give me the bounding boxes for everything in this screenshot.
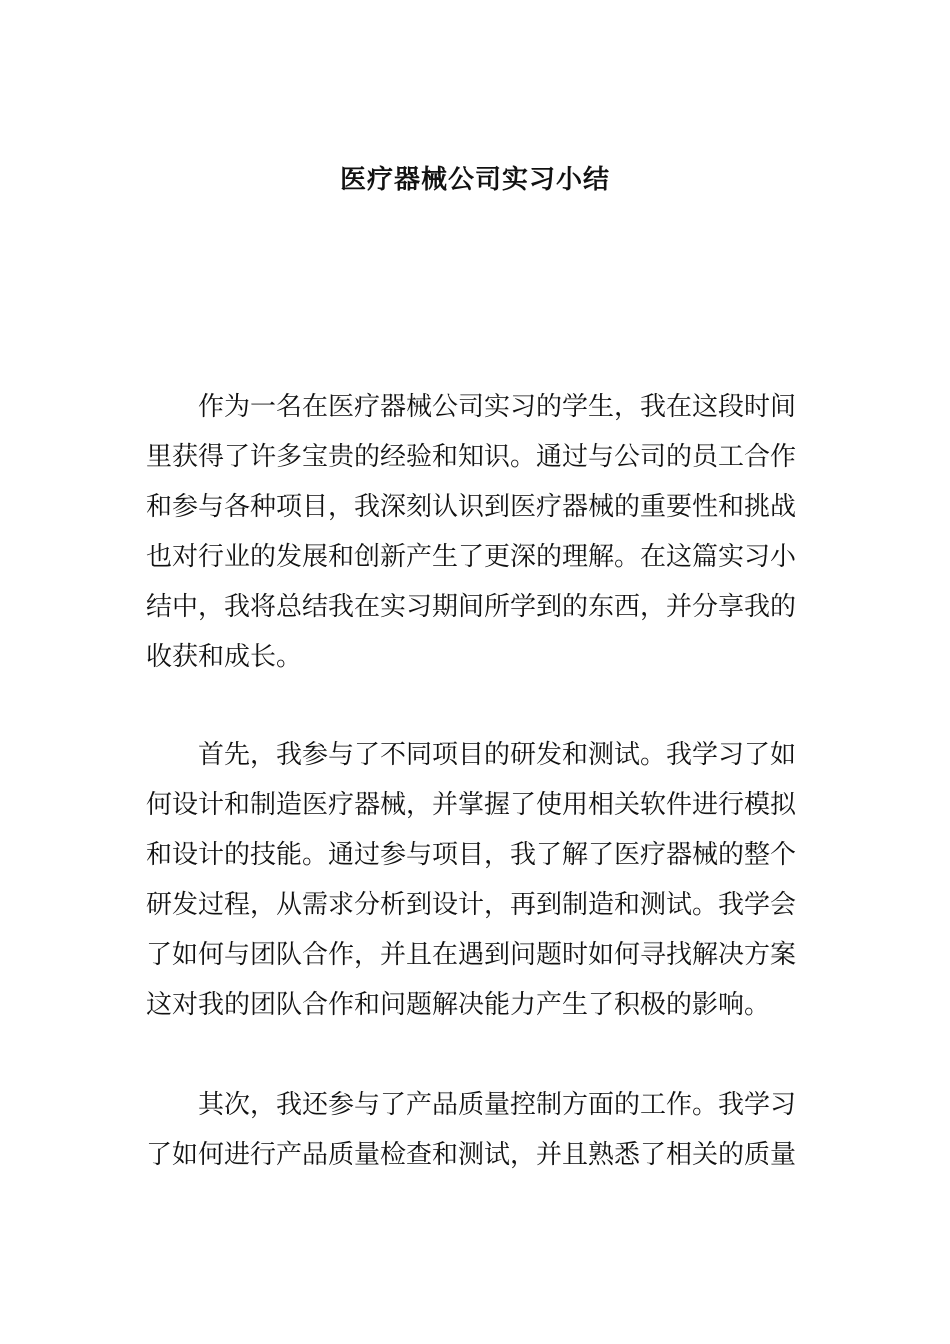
- paragraph-line: 也对行业的发展和创新产生了更深的理解。在这篇实习小: [146, 542, 797, 572]
- paragraph-line: 了如何与团队合作，并且在遇到问题时如何寻找解决方案: [146, 940, 797, 970]
- paragraph-line: 和设计的技能。通过参与项目，我了解了医疗器械的整个: [146, 840, 797, 870]
- paragraph-line: 其次，我还参与了产品质量控制方面的工作。我学习: [198, 1090, 797, 1120]
- paragraph-line: 收获和成长。: [146, 642, 303, 672]
- document-title: 医疗器械公司实习小结: [339, 165, 610, 195]
- paragraph-line: 这对我的团队合作和问题解决能力产生了积极的影响。: [146, 990, 771, 1020]
- paragraph-3: [146, 1080, 808, 1180]
- paragraph-line: 何设计和制造医疗器械，并掌握了使用相关软件进行模拟: [146, 790, 797, 820]
- paragraph-line: 和参与各种项目，我深刻认识到医疗器械的重要性和挑战: [146, 492, 797, 522]
- paragraph-line: 了如何进行产品质量检查和测试，并且熟悉了相关的质量: [146, 1140, 797, 1170]
- paragraph-line: 结中，我将总结我在实习期间所学到的东西，并分享我的: [146, 592, 797, 622]
- paragraph-line: 首先，我参与了不同项目的研发和测试。我学习了如: [198, 740, 797, 770]
- paragraph-line: 作为一名在医疗器械公司实习的学生，我在这段时间: [198, 392, 797, 422]
- paragraph-line: 研发过程，从需求分析到设计，再到制造和测试。我学会: [146, 890, 797, 920]
- paragraph-2: [146, 730, 808, 1030]
- paragraph-1: [146, 382, 808, 682]
- paragraph-line: 里获得了许多宝贵的经验和知识。通过与公司的员工合作: [146, 442, 797, 472]
